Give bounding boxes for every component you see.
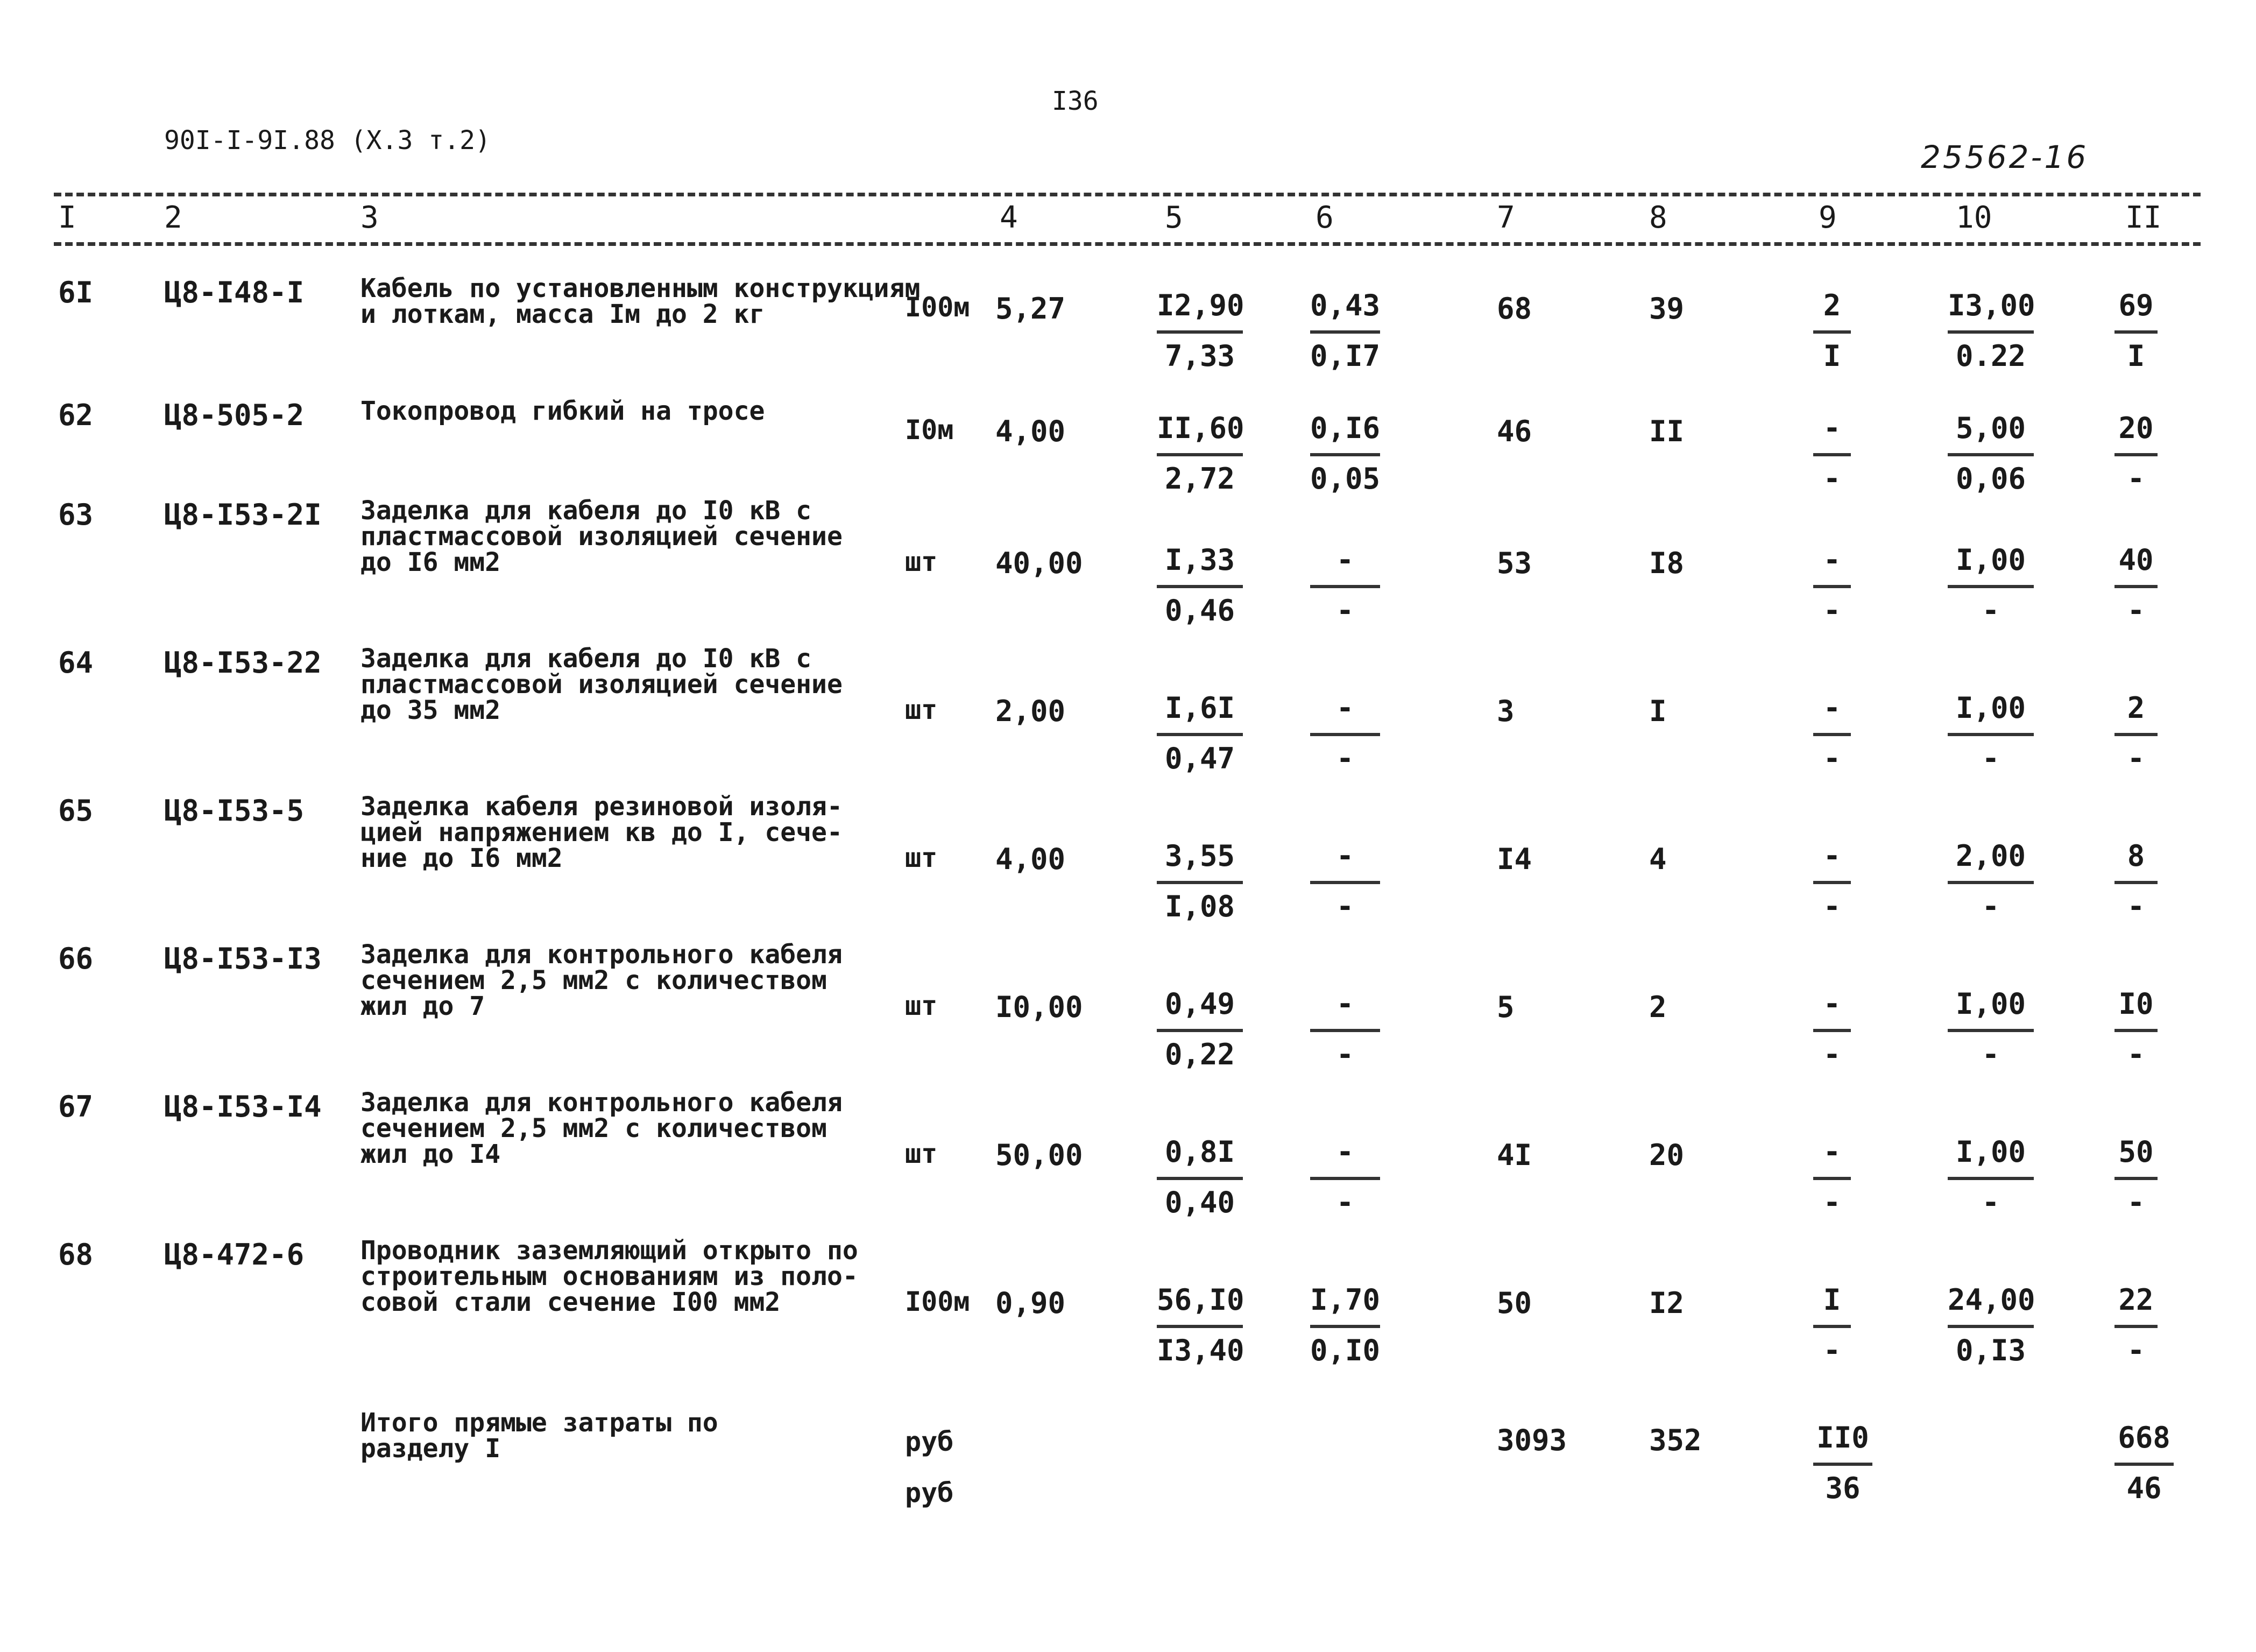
- fraction-bar: [1813, 1029, 1851, 1032]
- fraction-top: I,70: [1310, 1283, 1381, 1317]
- fraction-bottom: -: [1336, 1037, 1354, 1071]
- cell-col-11: [2114, 691, 2158, 776]
- fraction-bar: [1157, 330, 1243, 334]
- document-code: 90I-I-9I.88 (Х.3 т.2): [164, 125, 491, 156]
- header-bottom-rule: [54, 242, 2201, 246]
- cell-quantity: 40,00: [995, 546, 1083, 580]
- fraction-bottom: -: [1982, 594, 2000, 627]
- fraction-bar: [2114, 1463, 2174, 1466]
- fraction-top: -: [1823, 839, 1841, 873]
- cell-unit: шт: [905, 842, 938, 873]
- fraction-bottom: 0,06: [1955, 462, 2026, 496]
- cell-description: Заделка для контрольного кабеля сечением 2,5 мм2 с количеством жил до 7: [360, 940, 843, 1021]
- cell-col-11: [2114, 288, 2158, 373]
- total-unit-top: руб: [905, 1426, 954, 1457]
- cell-col-8: 4: [1649, 842, 1667, 876]
- fraction-bottom: -: [1982, 889, 2000, 923]
- fraction-bar: [1310, 733, 1380, 736]
- fraction-bottom: -: [1982, 1037, 2000, 1071]
- fraction-bar: [2114, 881, 2158, 884]
- cell-description: Заделка для контрольного кабеля сечением 2,5 мм2 с количеством жил до I4: [360, 1088, 843, 1169]
- fraction-top: 5,00: [1955, 411, 2026, 445]
- fraction-bar: [2114, 585, 2158, 588]
- cell-row-number: 68: [58, 1238, 94, 1272]
- fraction-top: 2: [1823, 288, 1841, 322]
- fraction-bottom: 0.22: [1955, 339, 2026, 373]
- cell-quantity: 0,90: [995, 1286, 1066, 1320]
- cell-col-11: [2114, 543, 2158, 628]
- fraction-top: -: [1336, 543, 1354, 577]
- cell-col-8: 2: [1649, 990, 1667, 1024]
- fraction-top: I0: [2118, 987, 2154, 1021]
- cell-col-5: [1157, 288, 1243, 373]
- cell-quantity: 50,00: [995, 1138, 1083, 1172]
- total-unit-bottom: руб: [905, 1477, 954, 1508]
- fraction-bottom: 0,22: [1164, 1037, 1235, 1071]
- cell-col-7: 4I: [1497, 1138, 1532, 1172]
- fraction-bar: [1948, 585, 2034, 588]
- fraction-top: 20: [2118, 411, 2154, 445]
- fraction-bar: [1813, 453, 1851, 456]
- cell-col-9: [1813, 411, 1851, 496]
- fraction-top: 50: [2118, 1135, 2154, 1169]
- fraction-bar: [1813, 585, 1851, 588]
- cell-row-number: 64: [58, 646, 94, 680]
- cell-col-10: [1948, 1135, 2034, 1220]
- cell-rate-code: Ц8-I48-I: [164, 276, 305, 309]
- fraction-bottom: 0,I0: [1310, 1333, 1381, 1367]
- fraction-bar: [1948, 1325, 2034, 1328]
- fraction-bar: [1310, 453, 1380, 456]
- fraction-bar: [1310, 585, 1380, 588]
- cell-col-10: [1948, 288, 2034, 373]
- cell-description: Заделка кабеля резиновой изоля- цией напряжением кв до I, сече- ние до I6 мм2: [360, 792, 843, 873]
- fraction-top: I,00: [1955, 987, 2026, 1021]
- fraction-top: -: [1336, 691, 1354, 725]
- fraction-bar: [1813, 330, 1851, 334]
- cell-col-9: [1813, 691, 1851, 776]
- cell-col-7: I4: [1497, 842, 1532, 876]
- fraction-bottom: -: [2127, 889, 2145, 923]
- fraction-top: 22: [2118, 1283, 2154, 1317]
- fraction-bottom: -: [1823, 1333, 1841, 1367]
- fraction-bar: [1157, 1029, 1243, 1032]
- cell-col-5: [1157, 691, 1243, 776]
- fraction-top: II,60: [1157, 411, 1244, 445]
- cell-unit: шт: [905, 1138, 938, 1169]
- fraction-bar: [1157, 881, 1243, 884]
- cell-row-number: 6I: [58, 276, 94, 309]
- cell-unit: I00м: [905, 1286, 970, 1317]
- cell-col-10: [1948, 987, 2034, 1072]
- cell-col-6: [1310, 839, 1380, 924]
- cell-unit: шт: [905, 990, 938, 1021]
- col-header-5: 5: [1165, 200, 1183, 235]
- fraction-bottom: -: [1823, 462, 1841, 496]
- fraction-bar: [1813, 1177, 1851, 1180]
- cell-col-7: 50: [1497, 1286, 1532, 1320]
- cell-col-6: [1310, 987, 1380, 1072]
- total-col-9-top: II0: [1816, 1421, 1869, 1455]
- col-header-1: I: [58, 200, 76, 235]
- fraction-top: I2,90: [1157, 288, 1244, 322]
- cell-unit: I0м: [905, 414, 954, 446]
- fraction-top: 0,8I: [1164, 1135, 1235, 1169]
- cell-rate-code: Ц8-I53-I3: [164, 942, 322, 976]
- fraction-bottom: I3,40: [1157, 1333, 1244, 1367]
- fraction-bar: [1948, 453, 2034, 456]
- fraction-top: -: [1823, 987, 1841, 1021]
- fraction-top: -: [1823, 543, 1841, 577]
- fraction-bottom: -: [1982, 742, 2000, 775]
- cell-col-7: 53: [1497, 546, 1532, 580]
- fraction-top: 24,00: [1948, 1283, 2035, 1317]
- cell-col-8: I: [1649, 694, 1667, 728]
- col-header-3: 3: [360, 200, 379, 235]
- col-header-6: 6: [1316, 200, 1334, 235]
- cell-col-11: [2114, 411, 2158, 496]
- fraction-top: -: [1823, 691, 1841, 725]
- fraction-bottom: 7,33: [1164, 339, 1235, 373]
- cell-row-number: 67: [58, 1090, 94, 1124]
- cell-quantity: 5,27: [995, 292, 1066, 326]
- fraction-bar: [1813, 1463, 1872, 1466]
- fraction-bottom: -: [2127, 594, 2145, 627]
- fraction-top: I,33: [1164, 543, 1235, 577]
- cell-col-8: II: [1649, 414, 1685, 448]
- cell-description: Заделка для кабеля до I0 кВ с пластмассовой изоляцией сечение до 35 мм2: [360, 644, 843, 725]
- col-header-11: II: [2125, 200, 2162, 235]
- fraction-bar: [1948, 881, 2034, 884]
- col-header-9: 9: [1819, 200, 1837, 235]
- cell-rate-code: Ц8-505-2: [164, 398, 305, 432]
- cell-quantity: I0,00: [995, 990, 1083, 1024]
- cell-unit: I00м: [905, 292, 970, 323]
- fraction-top: 0,43: [1310, 288, 1381, 322]
- cell-col-7: 3: [1497, 694, 1515, 728]
- fraction-top: I,00: [1955, 543, 2026, 577]
- cell-col-10: [1948, 543, 2034, 628]
- cell-col-7: 68: [1497, 292, 1532, 326]
- fraction-top: 8: [2127, 839, 2145, 873]
- col-header-7: 7: [1497, 200, 1515, 235]
- cell-col-5: [1157, 987, 1243, 1072]
- cell-rate-code: Ц8-472-6: [164, 1238, 305, 1272]
- fraction-bar: [1813, 881, 1851, 884]
- fraction-top: 0,49: [1164, 987, 1235, 1021]
- fraction-bar: [1948, 1177, 2034, 1180]
- fraction-top: I: [1823, 1283, 1841, 1317]
- fraction-bottom: I: [1823, 339, 1841, 373]
- cell-description: Заделка для кабеля до I0 кВ с пластмассовой изоляцией сечение до I6 мм2: [360, 496, 843, 577]
- fraction-bar: [2114, 1325, 2158, 1328]
- fraction-bottom: -: [1823, 1185, 1841, 1219]
- fraction-top: -: [1336, 839, 1354, 873]
- cell-rate-code: Ц8-I53-22: [164, 646, 322, 680]
- cell-col-6: [1310, 543, 1380, 628]
- cell-unit: шт: [905, 546, 938, 577]
- cell-description: Проводник заземляющий открыто по строительным основаниям из поло- совой стали сечение I00 мм2: [360, 1236, 858, 1317]
- cell-col-11: [2114, 1135, 2158, 1220]
- fraction-top: 56,I0: [1157, 1283, 1244, 1317]
- fraction-bottom: 0,46: [1164, 594, 1235, 627]
- fraction-top: -: [1823, 411, 1841, 445]
- cell-col-5: [1157, 839, 1243, 924]
- cell-col-8: 20: [1649, 1138, 1685, 1172]
- fraction-bottom: -: [2127, 1333, 2145, 1367]
- fraction-bar: [1948, 733, 2034, 736]
- cell-col-10: [1948, 411, 2034, 496]
- cell-unit: шт: [905, 694, 938, 725]
- fraction-bar: [1948, 1029, 2034, 1032]
- cell-col-9: [1813, 1283, 1851, 1368]
- fraction-bar: [1813, 1325, 1851, 1328]
- cell-row-number: 65: [58, 794, 94, 828]
- cell-col-6: [1310, 691, 1380, 776]
- fraction-top: I,00: [1955, 691, 2026, 725]
- cell-row-number: 63: [58, 498, 94, 532]
- header-top-rule: [54, 193, 2201, 196]
- cell-col-5: [1157, 1135, 1243, 1220]
- cell-quantity: 4,00: [995, 842, 1066, 876]
- fraction-bottom: 2,72: [1164, 462, 1235, 496]
- col-header-10: 10: [1956, 200, 1992, 235]
- cell-col-5: [1157, 411, 1243, 496]
- col-header-4: 4: [1000, 200, 1018, 235]
- cell-col-11: [2114, 987, 2158, 1072]
- fraction-bar: [1310, 1177, 1380, 1180]
- fraction-bottom: -: [1336, 594, 1354, 627]
- cell-col-9: [1813, 288, 1851, 373]
- cell-col-9: [1813, 543, 1851, 628]
- cell-col-6: [1310, 1135, 1380, 1220]
- cell-col-9: [1813, 1135, 1851, 1220]
- cell-rate-code: Ц8-I53-5: [164, 794, 305, 828]
- cell-quantity: 2,00: [995, 694, 1066, 728]
- fraction-bottom: -: [1336, 889, 1354, 923]
- cell-description: Кабель по установленным конструкциям и лоткам, масса Iм до 2 кг: [360, 273, 921, 329]
- fraction-top: -: [1336, 987, 1354, 1021]
- fraction-bar: [1157, 1177, 1243, 1180]
- cell-col-8: 39: [1649, 292, 1685, 326]
- cell-description: Токопровод гибкий на тросе: [360, 396, 765, 426]
- fraction-top: 2,00: [1955, 839, 2026, 873]
- fraction-bottom: 0,40: [1164, 1185, 1235, 1219]
- fraction-bar: [2114, 453, 2158, 456]
- total-description: Итого прямые затраты по разделу I: [360, 1408, 718, 1464]
- cell-col-6: [1310, 1283, 1380, 1368]
- fraction-bottom: -: [1823, 889, 1841, 923]
- fraction-bar: [1157, 733, 1243, 736]
- cell-col-7: 46: [1497, 414, 1532, 448]
- fraction-bar: [1310, 881, 1380, 884]
- cell-col-11: [2114, 1283, 2158, 1368]
- fraction-bar: [2114, 330, 2158, 334]
- cell-col-6: [1310, 411, 1380, 496]
- fraction-bar: [1157, 585, 1243, 588]
- fraction-bottom: 0,I3: [1955, 1333, 2026, 1367]
- cell-col-5: [1157, 543, 1243, 628]
- fraction-top: 69: [2118, 288, 2154, 322]
- fraction-bar: [1157, 1325, 1243, 1328]
- fraction-bottom: -: [1336, 742, 1354, 775]
- fraction-bar: [1948, 330, 2034, 334]
- cell-col-10: [1948, 839, 2034, 924]
- fraction-bottom: 0,05: [1310, 462, 1381, 496]
- cell-rate-code: Ц8-I53-2I: [164, 498, 322, 532]
- fraction-top: I3,00: [1948, 288, 2035, 322]
- fraction-bottom: -: [1336, 1185, 1354, 1219]
- cell-row-number: 66: [58, 942, 94, 976]
- fraction-bar: [2114, 1029, 2158, 1032]
- fraction-bottom: -: [2127, 1037, 2145, 1071]
- fraction-bottom: 0,I7: [1310, 339, 1381, 373]
- cell-col-5: [1157, 1283, 1243, 1368]
- cell-col-7: 5: [1497, 990, 1515, 1024]
- fraction-top: -: [1336, 1135, 1354, 1169]
- fraction-bottom: I: [2127, 339, 2145, 373]
- fraction-top: -: [1823, 1135, 1841, 1169]
- fraction-bar: [2114, 733, 2158, 736]
- fraction-top: I,00: [1955, 1135, 2026, 1169]
- fraction-bottom: I,08: [1164, 889, 1235, 923]
- total-col-11-top: 668: [2118, 1421, 2170, 1455]
- page-number: Ι36: [1052, 86, 1099, 116]
- col-header-2: 2: [164, 200, 182, 235]
- fraction-bottom: -: [2127, 742, 2145, 775]
- fraction-bottom: -: [1823, 1037, 1841, 1071]
- fraction-top: 40: [2118, 543, 2154, 577]
- fraction-bar: [1310, 330, 1380, 334]
- fraction-bar: [1310, 1325, 1380, 1328]
- fraction-top: 0,I6: [1310, 411, 1381, 445]
- fraction-top: I,6I: [1164, 691, 1235, 725]
- total-col-7: 3093: [1497, 1423, 1567, 1457]
- fraction-bottom: -: [1823, 594, 1841, 627]
- fraction-bottom: -: [2127, 1185, 2145, 1219]
- cell-col-6: [1310, 288, 1380, 373]
- fraction-bottom: -: [1982, 1185, 2000, 1219]
- cell-col-9: [1813, 839, 1851, 924]
- total-col-9-bottom: 36: [1825, 1471, 1861, 1505]
- total-col-9: [1813, 1421, 1872, 1506]
- total-col-11-bottom: 46: [2126, 1471, 2162, 1505]
- col-header-8: 8: [1649, 200, 1667, 235]
- total-col-8: 352: [1649, 1423, 1702, 1457]
- cell-col-10: [1948, 691, 2034, 776]
- fraction-bottom: -: [2127, 462, 2145, 496]
- cell-col-10: [1948, 1283, 2034, 1368]
- fraction-bottom: -: [1823, 742, 1841, 775]
- fraction-top: 2: [2127, 691, 2145, 725]
- cell-rate-code: Ц8-I53-I4: [164, 1090, 322, 1124]
- cell-col-11: [2114, 839, 2158, 924]
- cell-col-8: I8: [1649, 546, 1685, 580]
- fraction-bar: [1813, 733, 1851, 736]
- fraction-bottom: 0,47: [1164, 742, 1235, 775]
- fraction-bar: [1310, 1029, 1380, 1032]
- handwritten-code: 25562-16: [1921, 139, 2089, 175]
- cell-quantity: 4,00: [995, 414, 1066, 448]
- total-col-11: [2114, 1421, 2174, 1506]
- cell-col-8: I2: [1649, 1286, 1685, 1320]
- cell-col-9: [1813, 987, 1851, 1072]
- cell-row-number: 62: [58, 398, 94, 432]
- fraction-bar: [2114, 1177, 2158, 1180]
- fraction-top: 3,55: [1164, 839, 1235, 873]
- fraction-bar: [1157, 453, 1243, 456]
